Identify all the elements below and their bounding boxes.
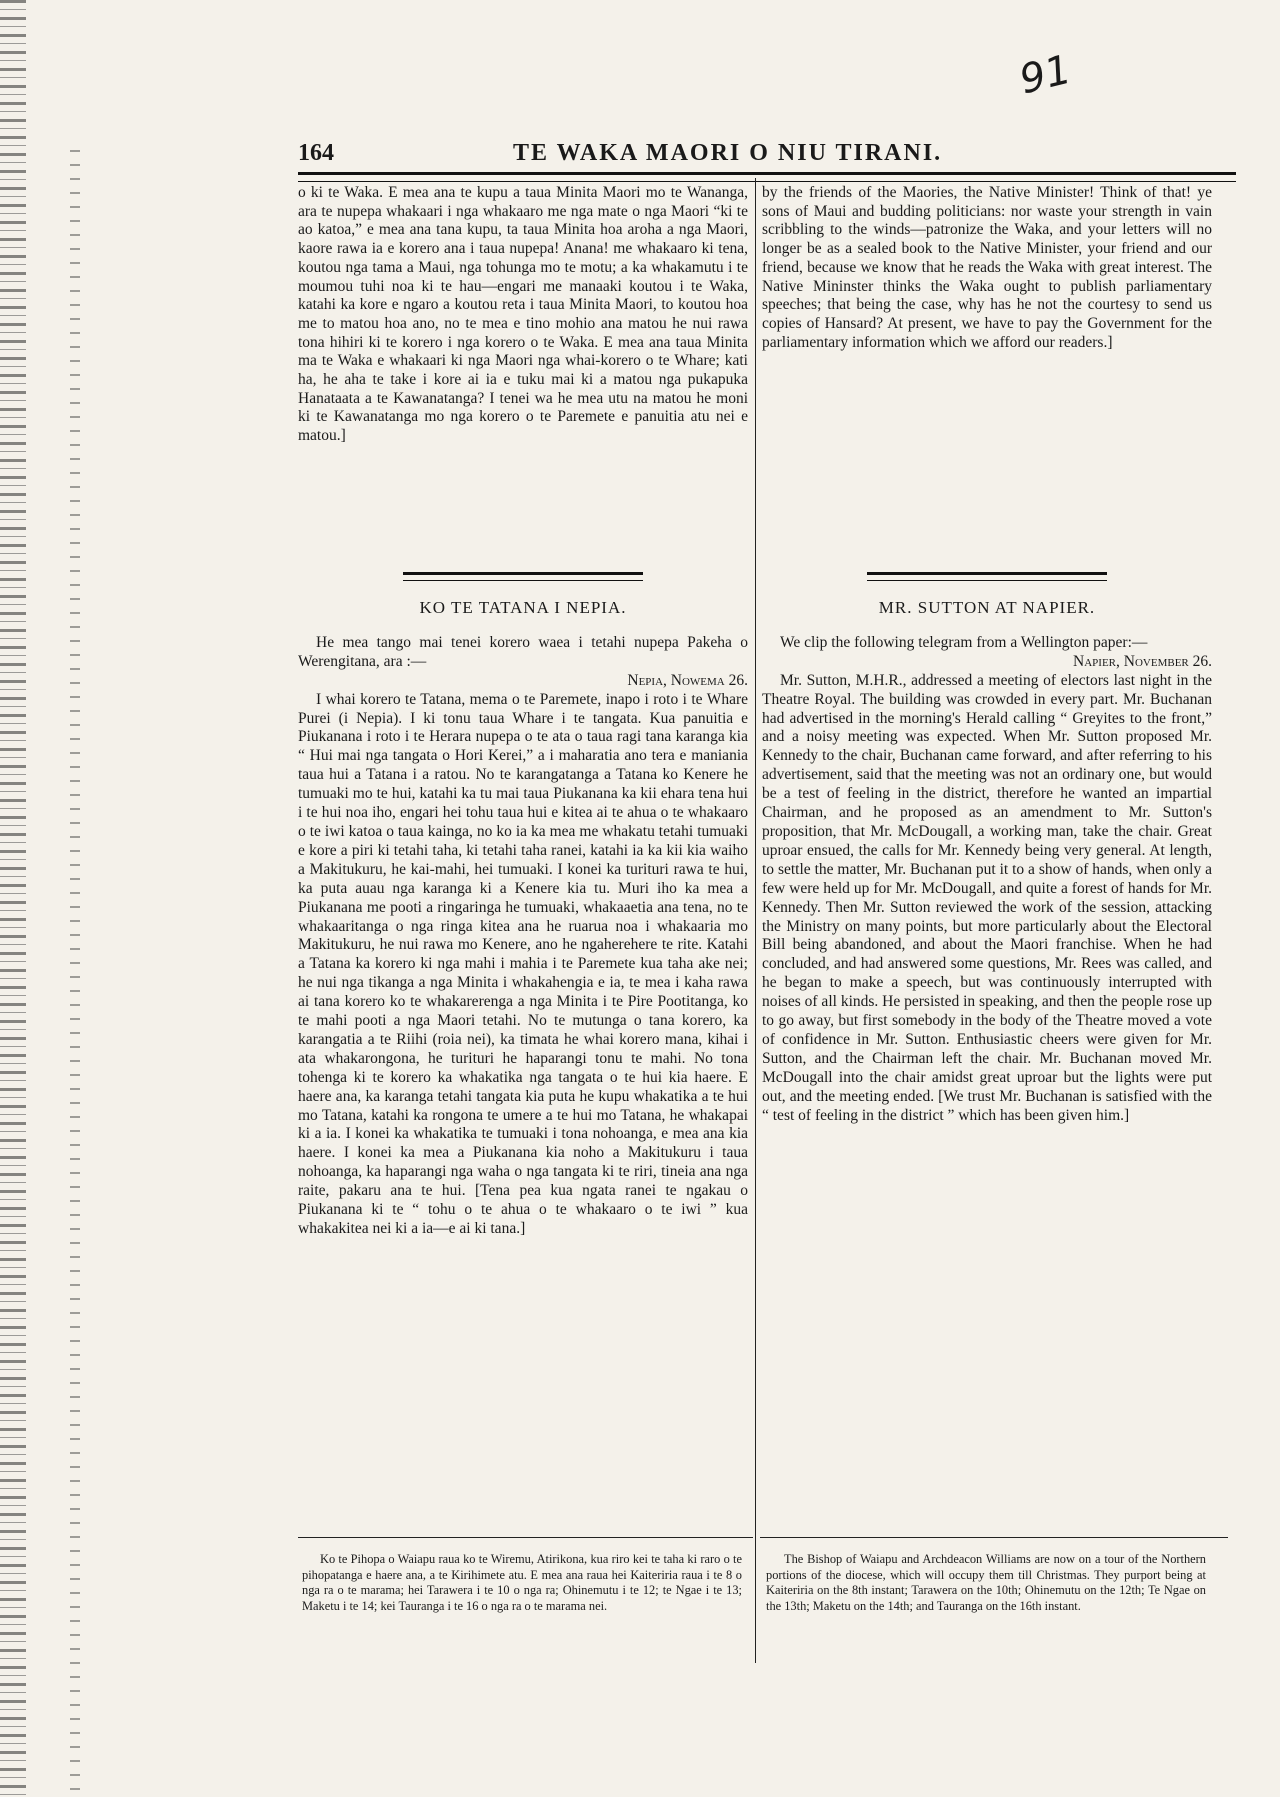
footnote-rule-left [298,1537,753,1538]
article-title: KO TE TATANA I NEPIA. [419,598,627,617]
article-intro: We clip the following telegram from a Wellington paper:— [780,633,1148,651]
article-maori-tatana [298,572,748,1239]
right-continuation-paragraph [762,184,1212,352]
header-rule [298,172,1236,182]
section-rule [403,572,643,581]
binding-stitch-marks [70,150,80,1790]
footnote-text: Ko te Pihopa o Waiapu raua ko te Wiremu, Atirikona, kua riro kei te taha ki raro o te pihopatanga e haere ana, a te Kirihimete atu. E mea ana raua hei Kaiteriria raua i te 8 o nga ra o te marama; hei Tarawera i te 10 o nga ra; Ohinemutu i te 12; te Ngae i te 13; Maketu i te 14; kei Tauranga i te 16 o nga ra o te marama nei. [302,1552,742,1613]
handwritten-archive-mark: 91 [1015,46,1076,104]
footnote-rule-right [760,1537,1228,1538]
footnote-text: The Bishop of Waiapu and Archdeacon Williams are now on a tour of the Northern portions of the diocese, which will occupy them till Christmas. They purport being at Kaiteriria on the 8th instant; Tarawera on the 10th; Ohinemutu on the 12th; Te Ngae on the 13th; Maketu on the 14th; and Tauranga on the 16th instant. [766,1552,1206,1613]
column-divider [755,178,756,1663]
footnote-english [766,1552,1206,1614]
article-title: MR. SUTTON AT NAPIER. [878,598,1096,617]
running-title: TE WAKA MAORI O NIU TIRANI. [513,140,943,166]
article-intro: He mea tango mai tenei korero waea i tetahi nupepa Pakeha o Werengitana, ara :— [298,633,748,670]
article-english-sutton [762,572,1212,1125]
section-rule [867,572,1107,581]
left-continuation-paragraph [298,184,748,446]
article-body: Mr. Sutton, M.H.R., addressed a meeting of electors last night in the Theatre Royal. The building was crowded in every part. Mr. Buchanan had advertised in the morning's Herald calling “ Greyites to the front,” and a noisy meeting was expected. When Mr. Sutton proposed Mr. Kennedy to the chair, Buchanan came forward, and after referring to his advertisement, said that the meeting was not an ordinary one, but would be a test of feeling in the district, therefore he wanted an impartial Chairman, and he proposed as an amendment to Mr. Sutton's proposition, that Mr. McDougall, a working man, take the chair. Great uproar ensued, the calls for Mr. Kennedy being very general. At length, to settle the matter, Mr. Buchanan put it to a show of hands, when only a few were held up for Mr. McDougall, and quite a forest of hands for Mr. Kennedy. Then Mr. Sutton reviewed the work of the session, attacking the Ministry on many points, but more particularly about the Electoral Bill being abandoned, and about the Maori franchise. When he had concluded, and had answered some questions, Mr. Rees was called, and he began to make a speech, but was continuously interrupted with noises of all kinds. He persisted in speaking, and then the people rose up to go away, but first somebody in the body of the Theatre moved a vote of confidence in Mr. Sutton. Enthusiastic cheers were given for Mr. Sutton, and the Chairman left the chair. Mr. Buchanan moved Mr. McDougall into the chair amidst great uproar but the lights were put out, and the meeting ended. [We trust Mr. Buchanan is satisfied with the “ test of feeling in the district ” which has been given him.] [762,671,1212,1124]
right-continuation-text: by the friends of the Maories, the Native Minister! Think of that! ye sons of Maui and budding politicians: nor waste your strength in vain scribbling to the winds—patronize the Waka, and your letters will no longer be as a sealed book to the Native Minister, your friend and our friend, because we know that he reads the Waka with great interest. The Native Mininster thinks the Waka ought to publish parliamentary speeches; that being the case, why has he not the courtesy to send us copies of Hansard? At present, we have to pay the Government for the parliamentary information which we afford our readers.] [762,184,1212,351]
article-body: I whai korero te Tatana, mema o te Paremete, inapo i roto i te Whare Purei (i Nepia). I ki tonu taua Whare i te tangata. Kua panuitia e Piukanana i roto i te Herara nupepa o te ata o taua ragi tana karanga kia “ Hui mai nga tangata o Hori Kerei,” a i maharatia ano tera e maniania taua hui a Tatana i a ratou. No te karangatanga a Tatana ko Kenere he tumuaki mo te hui, katahi ka tu mai taua Piukanana ka kii ehara tena hui i te hui noa iho, engari hei tohu taua hui e kitea ai te ahua o te whakaaro o te iwi katoa o taua kainga, no ko ia ka mea me whakatu tetahi tumuaki e kore a piri ki tetahi taha, ki tetahi taha ranei, katahi ia ka kii kia waiho a Makitukuru, he kai-mahi, hei tumuaki. I konei ka turituri rawa te hui, ka puta auau nga karanga ki a Kenere kia tu. Muri iho ka mea a Piukanana me pooti a ringaringa he tumuaki, whakaaetia ana tena, no te whakaaritanga o nga ringa kitea ana he ruarua noa i whakaaria mo Makitukuru, he nui rawa mo Kenere, ano he ngaherehere te rite. Katahi a Tatana ka korero ki nga mahi i mahia i te Paremete kua taha ake nei; he nui nga tikanga a nga Minita i whakahengia e ia, te mea i kaha rawa ai tana korero ko te whakarerenga a nga Minita i te Pire Pootitanga, ko te mahi pooti a nga Maori tetahi. No te mutunga o tana korero, ka karangatia a te Riihi (roia nei), ka timata he whai korero mana, kihai i ata whakarongona, he turituri he haparangi tonu te mahi. No tona tohenga ki te korero ka whakatika nga tangata o te hui kia haere. E haere ana, ka karanga tetahi tangata kia puta he kupu whakatika a te hui mo Tatana, katahi ka rongona te umere a te hui mo Tatana, he whakapai ki a ia. I konei ka whakatika te tumuaki i tona nohoanga, e mea ana kia haere. I konei ka mea a Piukanana kia noho a Makitukuru i taua nohoanga, ka haparangi nga waha o nga tangata ki te riri, tineia ana nga raite, pakaru ana te hui. [Tena pea kua ngata ranei te ngakau o Piukanana ki te “ tohu o te ahua o te whakaaro o te iwi ” kua whakakitea nei ki a ia—e ai ki tana.] [298,690,748,1237]
page-header [298,140,1228,174]
page-number: 164 [298,140,334,166]
article-dateline: Nepia, Nowema 26. [627,671,748,689]
article-dateline: Napier, November 26. [1073,652,1212,670]
binding-edge [0,0,26,1797]
left-continuation-text: o ki te Waka. E mea ana te kupu a taua Minita Maori mo te Wananga, ara te nupepa whakaari i nga whakaaro me nga mate o nga Maori “ki te ao katoa,” e mea ana tana kupu, ta taua Minita hoa aroha a nga Maori, kaore rawa ia e korero ana i taua nupepa! Anana! me whakaaro ki tena, koutou nga tama a Maui, nga tohunga mo te motu; a ka whakamutu i te moumou tuhi noa ki te hau—engari me manaaki koutou i te Waka, katahi ka kore e ngaro a koutou reta i taua Minita Maori, to koutou hoa me to matou hoa ano, no te mea e tino mohio ana matou he nui rawa tona hihiri ki te korero i nga korero o te Waka. E mea ana taua Minita ma te Waka e whakaari ki nga Maori nga whai-korero o te Whare; kati ha, he aha te take i kore ai ia e tuku mai ki a matou nga pukapuka Hanataata a te Kawanatanga? I tenei wa he mea utu na matou he moni ki te Kawanatanga mo nga korero o te Paremete e panuitia atu nei e matou.] [298,184,748,445]
footnote-maori [302,1552,742,1614]
